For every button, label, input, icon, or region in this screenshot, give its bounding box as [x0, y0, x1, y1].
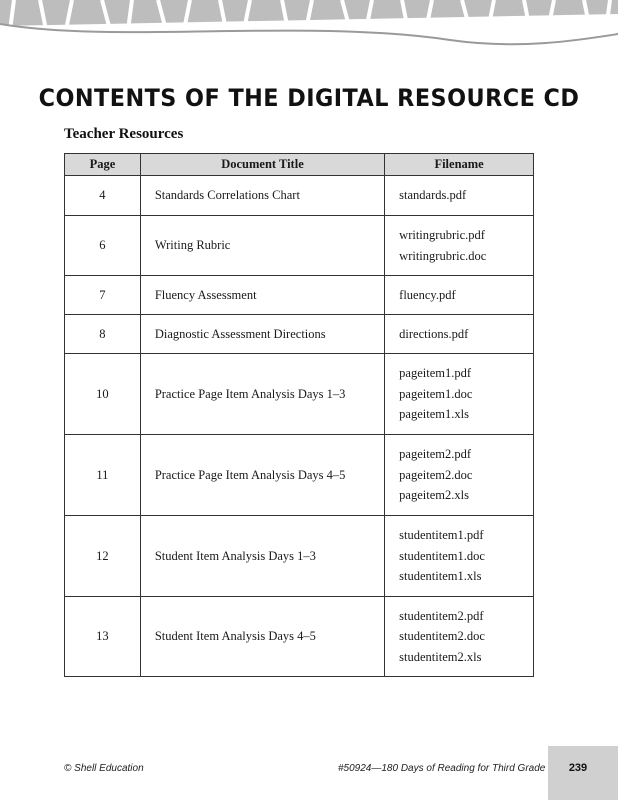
row-files	[385, 354, 534, 435]
row-page: 8	[65, 315, 141, 354]
filename: pageitem1.doc	[399, 386, 473, 401]
filename: pageitem1.pdf	[399, 366, 472, 381]
row-title: Fluency Assessment	[140, 276, 384, 315]
filename: studentitem1.pdf	[399, 528, 484, 543]
row-page: 12	[65, 516, 141, 597]
row-title: Practice Page Item Analysis Days 4–5	[140, 435, 384, 516]
filename: pageitem2.doc	[399, 467, 473, 482]
filename: pageitem2.pdf	[399, 447, 472, 462]
filename: writingrubric.doc	[399, 248, 487, 263]
filename: pageitem2.xls	[399, 488, 469, 503]
filename: studentitem1.xls	[399, 569, 482, 584]
row-title: Student Item Analysis Days 1–3	[140, 516, 384, 597]
footer-copyright: © Shell Education	[64, 763, 144, 774]
row-page: 11	[65, 435, 141, 516]
section-heading: Teacher Resources	[64, 126, 184, 142]
filename: studentitem2.xls	[399, 649, 482, 664]
row-files	[385, 216, 534, 276]
row-files	[385, 597, 534, 677]
row-title: Writing Rubric	[140, 216, 384, 276]
row-files	[385, 435, 534, 516]
filename: studentitem2.doc	[399, 629, 485, 644]
resources-table	[64, 153, 534, 677]
row-page: 7	[65, 276, 141, 315]
table-row	[65, 216, 534, 276]
decorative-banner	[0, 0, 618, 52]
row-files	[385, 315, 534, 354]
filename: studentitem2.pdf	[399, 608, 484, 623]
row-page: 4	[65, 176, 141, 216]
table-row	[65, 276, 534, 315]
row-page: 6	[65, 216, 141, 276]
table-row	[65, 597, 534, 677]
table-row	[65, 176, 534, 216]
row-files	[385, 516, 534, 597]
filename: fluency.pdf	[399, 287, 456, 302]
page-title: CONTENTS OF THE DIGITAL RESOURCE CD	[38, 84, 580, 112]
filename: directions.pdf	[399, 326, 469, 341]
header-page: Page	[65, 154, 141, 176]
filename: studentitem1.doc	[399, 548, 485, 563]
row-title: Diagnostic Assessment Directions	[140, 315, 384, 354]
row-files	[385, 276, 534, 315]
table-row	[65, 315, 534, 354]
row-title: Standards Correlations Chart	[140, 176, 384, 216]
filename: standards.pdf	[399, 188, 467, 203]
row-title: Practice Page Item Analysis Days 1–3	[140, 354, 384, 435]
table-row	[65, 516, 534, 597]
footer-book-title: #50924—180 Days of Reading for Third Grade	[338, 763, 546, 774]
filename: writingrubric.pdf	[399, 228, 485, 242]
row-page: 10	[65, 354, 141, 435]
table-row	[65, 354, 534, 435]
filename: pageitem1.xls	[399, 407, 469, 422]
page-number: 239	[568, 762, 588, 774]
row-title: Student Item Analysis Days 4–5	[140, 597, 384, 677]
row-files	[385, 176, 534, 216]
header-document-title: Document Title	[140, 154, 384, 176]
header-filename: Filename	[385, 154, 534, 176]
table-row	[65, 435, 534, 516]
table-header-row	[65, 154, 534, 176]
row-page: 13	[65, 597, 141, 677]
